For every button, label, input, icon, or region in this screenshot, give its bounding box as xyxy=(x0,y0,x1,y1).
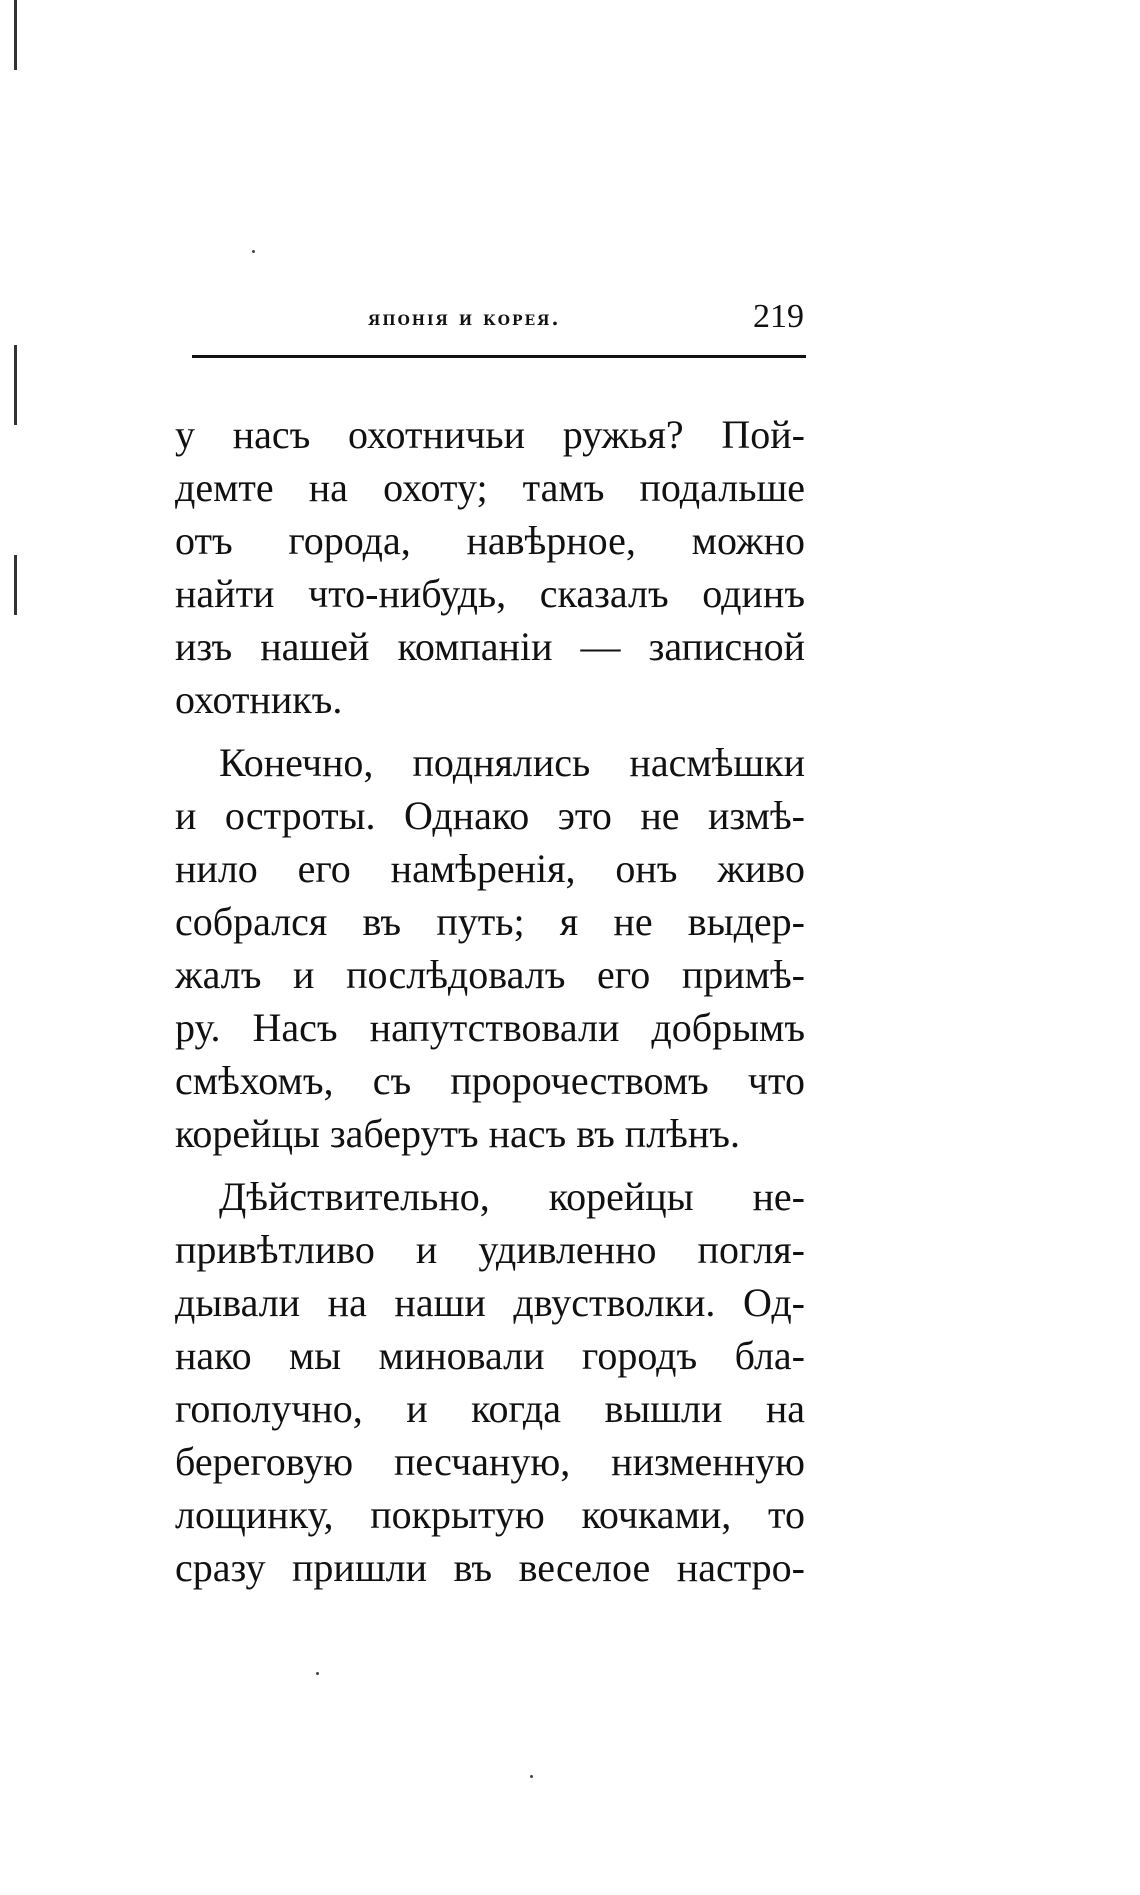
text-line: охотникъ. xyxy=(175,677,343,722)
text-line: жалъ и послѣдовалъ его примѣ- xyxy=(175,952,805,997)
text-line: Дѣйствительно, корейцы не- xyxy=(219,1174,805,1219)
text-line: лощинку, покрытую кочками, то xyxy=(175,1492,805,1537)
scan-edge-mark xyxy=(14,0,17,70)
text-line: нило его намѣренія, онъ живо xyxy=(175,846,805,891)
text-line: гополучно, и когда вышли на xyxy=(175,1386,805,1431)
text-line: изъ нашей компаніи — записной xyxy=(175,624,805,669)
text-line: сразу пришли въ веселое настро- xyxy=(175,1545,805,1590)
text-line: собрался въ путь; я не выдер- xyxy=(175,899,805,944)
page-number: 219 xyxy=(753,298,804,335)
scan-speck xyxy=(252,250,255,253)
text-line: найти что-нибудь, сказалъ одинъ xyxy=(175,571,805,616)
text-line: демте на охоту; тамъ подальше xyxy=(175,465,805,510)
body-text xyxy=(175,408,805,1594)
text-line: у насъ охотничьи ружья? Пой- xyxy=(175,412,805,457)
text-line: и остроты. Однако это не измѣ- xyxy=(175,793,805,838)
scan-speck xyxy=(530,1775,533,1778)
header-rule xyxy=(192,355,806,358)
running-head xyxy=(368,298,804,338)
text-line: отъ города, навѣрное, можно xyxy=(175,518,805,563)
text-line: нако мы миновали городъ бла- xyxy=(175,1333,805,1378)
text-line: корейцы заберутъ насъ въ плѣнъ. xyxy=(175,1111,740,1156)
text-line: смѣхомъ, съ пророчествомъ что xyxy=(175,1058,805,1103)
scan-edge-mark xyxy=(14,555,17,615)
scan-speck xyxy=(316,1672,319,1675)
scan-edge-mark xyxy=(14,345,17,425)
text-line: ру. Насъ напутствовали добрымъ xyxy=(175,1005,805,1050)
text-line: привѣтливо и удивленно погля- xyxy=(175,1227,805,1272)
running-title: японія и корея. xyxy=(368,306,561,330)
text-line: Конечно, поднялись насмѣшки xyxy=(219,740,805,785)
text-line: дывали на наши двустволки. Од- xyxy=(175,1280,805,1325)
text-line: береговую песчаную, низменную xyxy=(175,1439,805,1484)
